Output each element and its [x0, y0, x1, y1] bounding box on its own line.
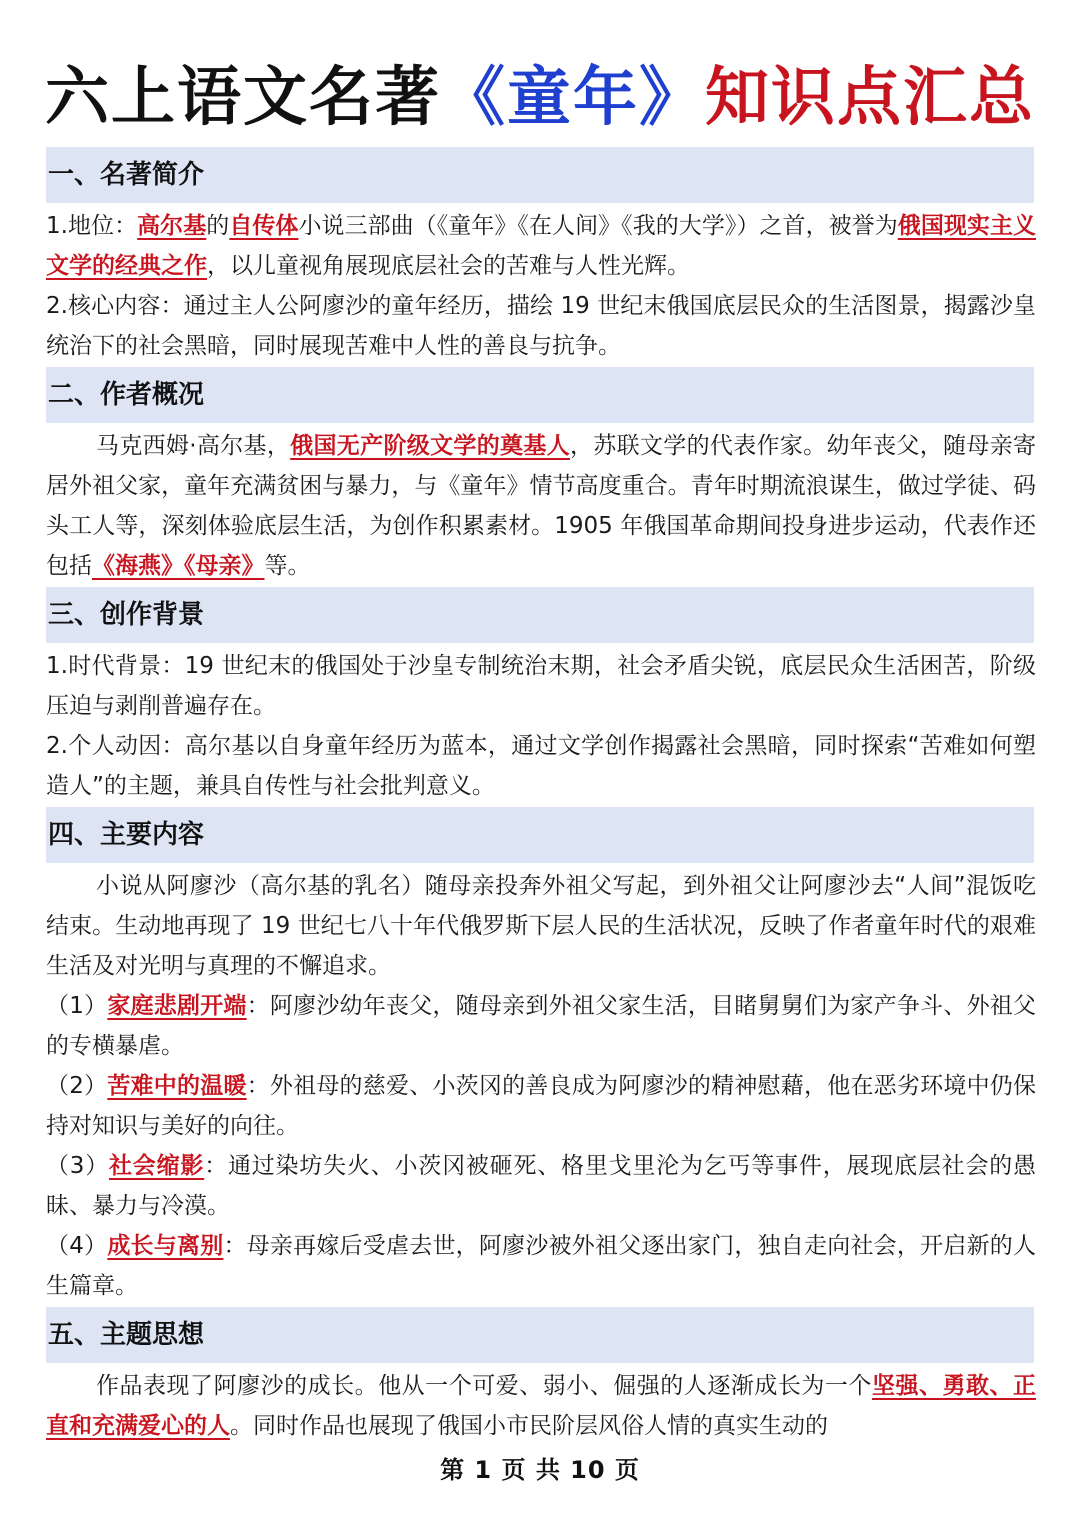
- text-run: （2）: [46, 1073, 108, 1099]
- text-run: 小说从阿廖沙（高尔基的乳名）随母亲投奔外祖父写起，到外祖父让阿廖沙去“人间”混饭吃结束。生动地再现了 19 世纪七八十年代俄罗斯下层人民的生活状况，反映了作者童年时代的艰难生活及对光明与真理的不懈追求。: [46, 873, 1036, 979]
- highlighted-term: 《海燕》《母亲》: [92, 553, 265, 579]
- text-run: ：外祖母的慈爱、小茨冈的善良成为阿廖沙的精神慰藉，他在恶劣环境中仍保持对知识与美好的向往。: [46, 1073, 1037, 1139]
- text-run: ：阿廖沙幼年丧父，随母亲到外祖父家生活，目睹舅舅们为家产争斗、外祖父的专横暴虐。: [46, 993, 1037, 1059]
- text-run: 2.个人动因：高尔基以自身童年经历为蓝本，通过文学创作揭露社会黑暗，同时探索“苦难如何塑造人”的主题，兼具自传性与社会批判意义。: [46, 733, 1036, 799]
- highlighted-term: 家庭悲剧开端: [107, 993, 247, 1019]
- paragraph: [46, 206, 1036, 286]
- section-body-content: [46, 866, 1036, 1306]
- paragraph: [46, 726, 1036, 806]
- page-number: 第 1 页 共 10 页: [440, 1456, 640, 1484]
- text-run: ，苏联文学的代表作家。幼年丧父，随母亲寄居外祖父家，童年充满贫困与暴力，与《童年》情节高度重合。青年时期流浪谋生，做过学徒、码头工人等，深刻体验底层生活，为创作积累素材。1905 年俄国革命期间投身进步运动，代表作还包括: [46, 433, 1037, 579]
- text-run: （1）: [46, 993, 108, 1019]
- section-heading-text: 四、主要内容: [48, 820, 205, 850]
- highlighted-term: 自传体: [229, 213, 299, 239]
- title-prefix: 六上语文名著: [45, 61, 441, 135]
- text-run: （3）: [46, 1153, 110, 1179]
- text-run: （4）: [46, 1233, 108, 1259]
- title-suffix: 知识点汇总: [705, 61, 1035, 135]
- paragraph: [46, 1226, 1036, 1306]
- section-body-theme: [46, 1366, 1036, 1446]
- paragraph: [46, 286, 1036, 366]
- text-run: 。同时作品也展现了俄国小市民阶层风俗人情的真实生动的: [230, 1413, 828, 1439]
- paragraph: [46, 986, 1036, 1066]
- section-heading-text: 二、作者概况: [48, 380, 205, 410]
- paragraph: [46, 1146, 1036, 1226]
- section-heading-text: 五、主题思想: [48, 1320, 205, 1350]
- section-heading-text: 三、创作背景: [48, 600, 205, 630]
- highlighted-term: 成长与离别: [107, 1233, 224, 1259]
- title-book-name: 《童年》: [441, 61, 705, 135]
- paragraph: [46, 646, 1036, 726]
- section-heading-text: 一、名著简介: [48, 160, 205, 190]
- text-run: 小说三部曲（《童年》《在人间》《我的大学》）之首，被誉为: [298, 213, 898, 239]
- section-heading-author: [46, 367, 1034, 423]
- text-run: 1.时代背景：19 世纪末的俄国处于沙皇专制统治末期，社会矛盾尖锐，底层民众生活困苦，阶级压迫与剥削普遍存在。: [46, 653, 1036, 719]
- page-title: [0, 56, 1080, 140]
- paragraph: [46, 426, 1036, 586]
- text-run: 2.核心内容：通过主人公阿廖沙的童年经历，描绘 19 世纪末俄国底层民众的生活图景，揭露沙皇统治下的社会黑暗，同时展现苦难中人性的善良与抗争。: [46, 293, 1036, 359]
- paragraph: [46, 866, 1036, 986]
- text-run: 的: [206, 213, 230, 239]
- paragraph: [46, 1366, 1036, 1446]
- section-body-intro: [46, 206, 1036, 366]
- section-heading-theme: [46, 1307, 1034, 1363]
- text-run: 作品表现了阿廖沙的成长。他从一个可爱、弱小、倔强的人逐渐成长为一个: [96, 1373, 872, 1399]
- section-heading-background: [46, 587, 1034, 643]
- text-run: ：通过染坊失火、小茨冈被砸死、格里戈里沦为乞丐等事件，展现底层社会的愚昧、暴力与冷漠。: [46, 1153, 1037, 1219]
- text-run: ，以儿童视角展现底层社会的苦难与人性光辉。: [207, 253, 690, 279]
- paragraph: [46, 1066, 1036, 1146]
- highlighted-term: 俄国现实主义文学的经典之作: [46, 213, 1037, 279]
- section-heading-content: [46, 807, 1034, 863]
- text-run: ：母亲再嫁后受虐去世，阿廖沙被外祖父逐出家门，独自走向社会，开启新的人生篇章。: [46, 1233, 1037, 1299]
- section-heading-intro: [46, 147, 1034, 203]
- highlighted-term: 苦难中的温暖: [107, 1073, 247, 1099]
- highlighted-term: 俄国无产阶级文学的奠基人: [290, 433, 570, 459]
- section-body-background: [46, 646, 1036, 806]
- highlighted-term: 坚强、勇敢、正直和充满爱心的人: [46, 1373, 1037, 1439]
- text-run: 马克西姆·高尔基，: [96, 433, 291, 459]
- text-run: 等。: [264, 553, 311, 579]
- highlighted-term: 社会缩影: [109, 1153, 205, 1179]
- text-run: 1.地位：: [46, 213, 138, 239]
- highlighted-term: 高尔基: [137, 213, 207, 239]
- section-body-author: [46, 426, 1036, 586]
